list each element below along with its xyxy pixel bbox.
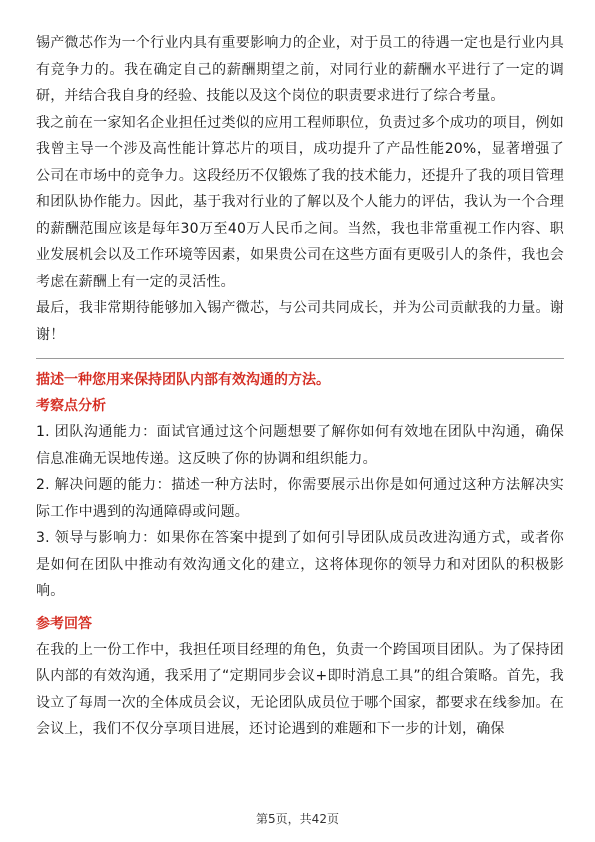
page-number: 第5页，共42页: [256, 812, 339, 826]
analysis-item-1: 1. 团队沟通能力：面试官通过这个问题想要了解你如何有效地在团队中沟通，确保信息准确无误地传递。这反映了你的协调和组织能力。: [36, 424, 564, 467]
intro-paragraph-2: 我之前在一家知名企业担任过类似的应用工程师职位，负责过多个成功的项目，例如我曾主导一个涉及高性能计算芯片的项目，成功提升了产品性能20%，显著增强了公司在市场中的竞争力。这段经历不仅锻炼了我的技术能力，还提升了我的项目管理和团队协作能力。因此，基于我对行业的了解以及个人能力的评估，我认为一个合理的薪酬范围应该是每年30万至40万人民币之间。当然，我也非常重视工作内容、职业发展机会以及工作环境等因素，如果贵公司在这些方面有更吸引人的条件，我也会考虑在薪酬上有一定的灵活性。: [36, 114, 564, 290]
section-divider: [36, 358, 564, 359]
analysis-item-2: 2. 解决问题的能力：描述一种方法时，你需要展示出你是如何通过这种方法解决实际工作中遇到的沟通障碍或问题。: [36, 477, 564, 520]
intro-paragraph-3: 最后，我非常期待能够加入锡产微芯，与公司共同成长，并为公司贡献我的力量。谢谢！: [36, 300, 564, 343]
analysis-item-3: 3. 领导与影响力：如果你在答案中提到了如何引导团队成员改进沟通方式，或者你是如何在团队中推动有效沟通文化的建立，这将体现你的领导力和对团队的积极影响。: [36, 530, 564, 599]
page-content: [36, 30, 564, 743]
answer-paragraph: 在我的上一份工作中，我担任项目经理的角色，负责一个跨国项目团队。为了保持团队内部的有效沟通，我采用了“定期同步会议+即时消息工具”的组合策略。首先，我设立了每周一次的全体成员会议，无论团队成员位于哪个国家，都要求在线参加。在会议上，我们不仅分享项目进展，还讨论遇到的难题和下一步的计划，确保: [36, 641, 564, 737]
answer-title: 参考回答: [36, 615, 92, 632]
question-heading: 描述一种您用来保持团队内部有效沟通的方法。: [36, 372, 330, 388]
analysis-title: 考察点分析: [36, 398, 106, 414]
intro-paragraph-1: 锡产微芯作为一个行业内具有重要影响力的企业，对于员工的待遇一定也是行业内具有竞争力的。我在确定自己的薪酬期望之前，对同行业的薪酬水平进行了一定的调研，并结合我自身的经验、技能以及这个岗位的职责要求进行了综合考量。: [36, 35, 564, 104]
